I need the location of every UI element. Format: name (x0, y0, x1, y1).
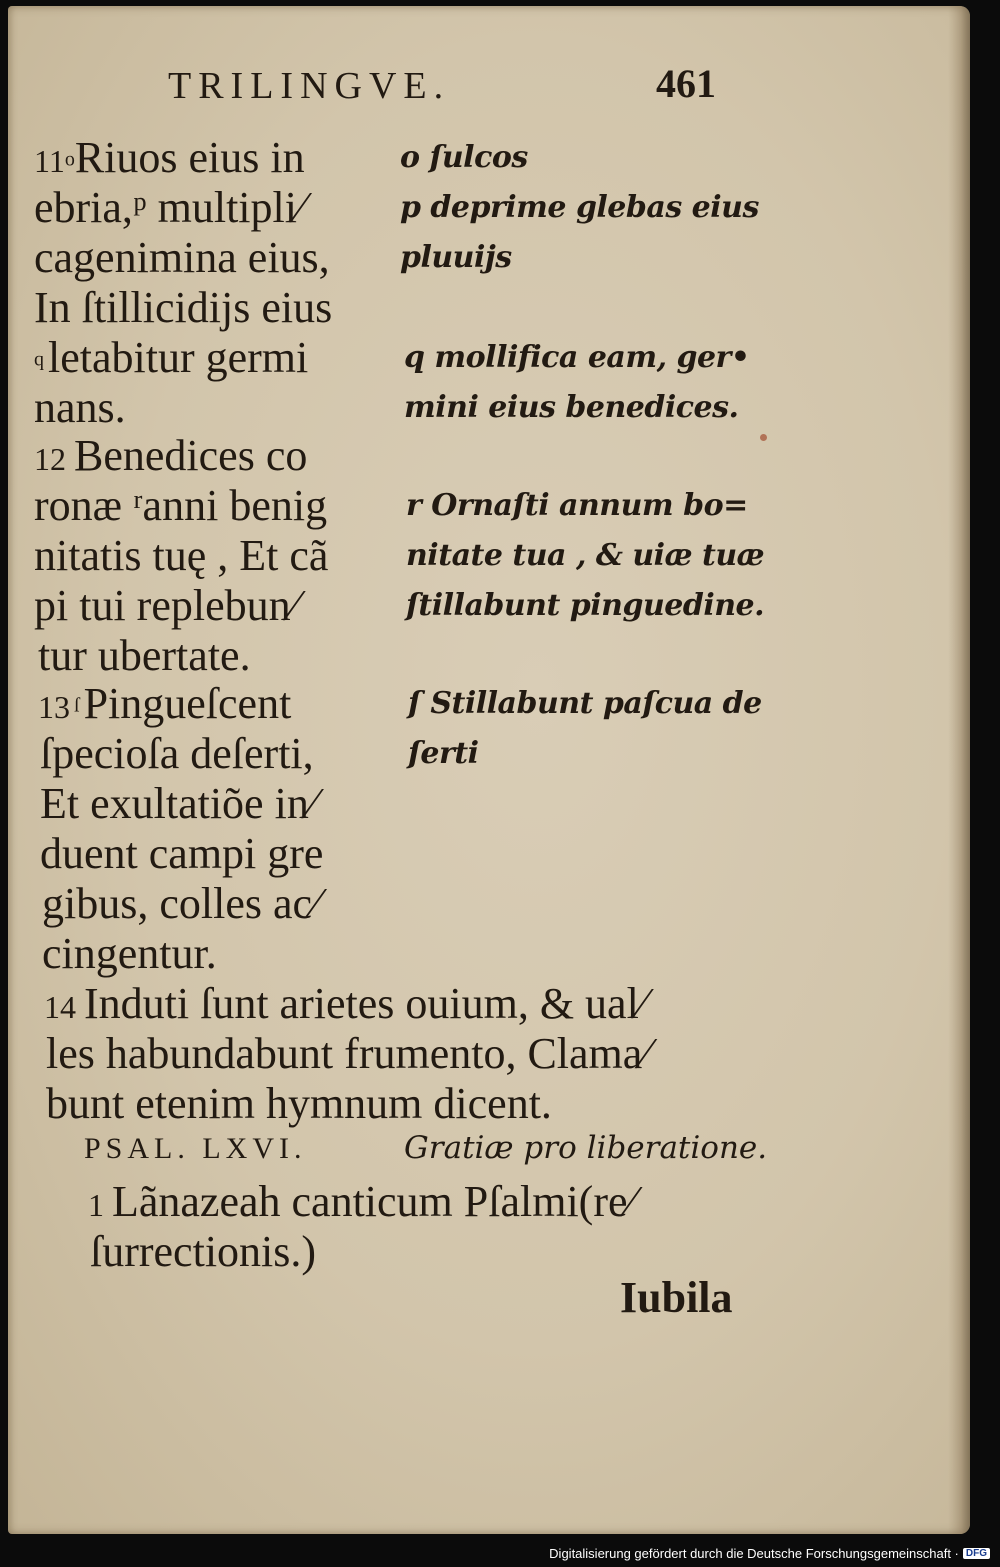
dfg-logo: DFG (963, 1548, 990, 1559)
psalm-verse-1-line-2: ſurrectionis.) (90, 1227, 317, 1276)
latin-line-17: cingentur. (42, 929, 217, 978)
latin-line-16: gibus, colles ac⁄ (42, 879, 320, 928)
verse-14-line-1: 14 Induti ſunt arietes ouium, & ual⁄ (44, 979, 647, 1028)
latin-line-15: duent campi gre (40, 829, 324, 878)
latin-line-12: 13 ſ Pingueſcent (38, 679, 292, 728)
footer-text: Digitalisierung gefördert durch die Deutsche Forschungsgemeinschaft · (549, 1546, 959, 1561)
latin-line-3: cagenimina eius, (34, 233, 330, 282)
verse-14-line-2: les habundabunt frumento, Clama⁄ (46, 1029, 650, 1078)
latin-line-4: In ſtillicidijs eius (34, 283, 333, 332)
gloss-q-cont: mini eius benedices. (404, 390, 739, 425)
catchword: Iubila (620, 1273, 733, 1322)
latin-line-2: ebria,ᵖ multipli⁄ (34, 183, 305, 232)
latin-line-6: nans. (34, 383, 126, 432)
latin-line-7: 12 Benedices co (34, 431, 308, 480)
psalm-heading: PSAL. LXVI. (84, 1132, 307, 1165)
verse-14-line-3: bunt etenim hymnum dicent. (46, 1079, 552, 1128)
psalm-verse-1-line-1: 1 Lãnazeah canticum Pſalmi(re⁄ (88, 1177, 635, 1226)
gloss-r-cont1: nitate tua , & uiæ tuæ (406, 538, 765, 573)
gloss-o: o ſulcos (400, 140, 528, 175)
gloss-q: q mollifica eam, ger• (404, 340, 750, 375)
book-page (8, 6, 970, 1534)
gloss-s: ſ Stillabunt paſcua de (408, 686, 762, 721)
latin-line-8: ronæ ʳanni benig (34, 481, 328, 530)
latin-line-9: nitatis tuę , Et cã (34, 531, 329, 580)
latin-line-13: ſpecioſa deſerti, (40, 729, 314, 778)
latin-line-11: tur ubertate. (38, 631, 251, 680)
page-number: 461 (656, 61, 716, 106)
page-edge-shadow (948, 6, 970, 1534)
ink-spot (760, 434, 767, 441)
psalm-subtitle: Gratiæ pro liberatione. (404, 1130, 768, 1166)
latin-line-1: 11oRiuos eius in (34, 133, 305, 182)
gloss-r: r Ornaſti annum bo= (406, 488, 748, 523)
gloss-r-cont2: ſtillabunt pinguedine. (406, 588, 765, 623)
running-title: TRILINGVE. (168, 65, 451, 107)
gloss-p-cont: pluuijs (400, 240, 512, 275)
latin-line-14: Et exultatiõe in⁄ (40, 779, 317, 828)
digitization-footer (549, 1546, 990, 1561)
gloss-p: p deprime glebas eius (400, 190, 759, 225)
latin-line-5: q letabitur germi (34, 333, 309, 382)
latin-line-10: pi tui replebun⁄ (34, 581, 298, 630)
gloss-s-cont: ſerti (408, 736, 479, 771)
